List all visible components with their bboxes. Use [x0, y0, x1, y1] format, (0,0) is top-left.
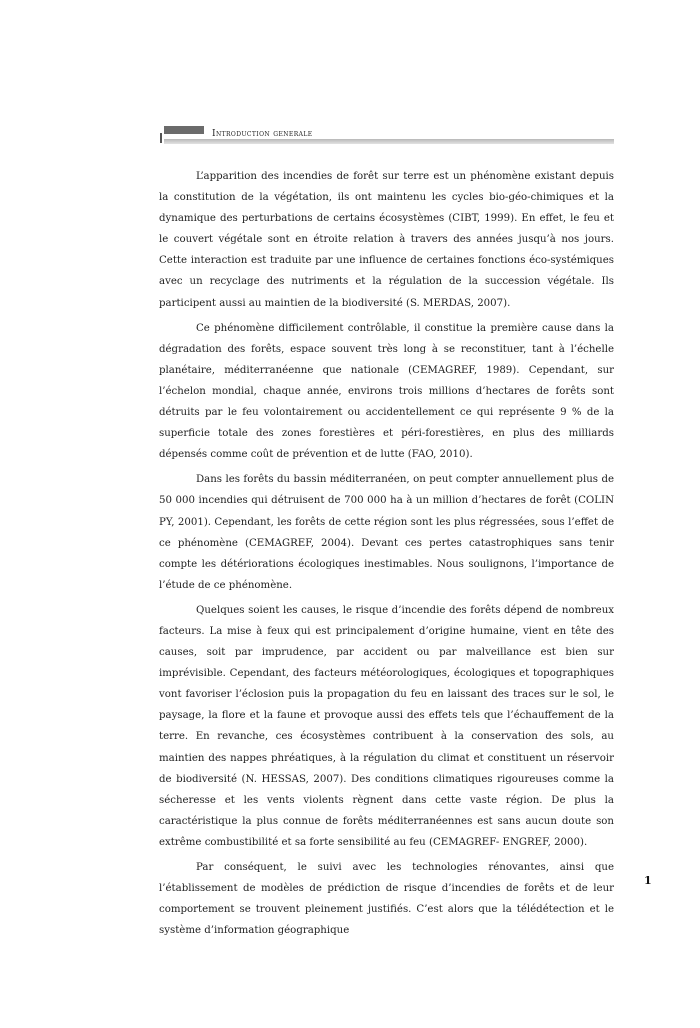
document-body: [159, 166, 614, 945]
paragraph-1: L’apparition des incendies de forêt sur terre est un phénomène existant depuis la constitution de la végétation, ils ont maintenu les cycles bio-géo-chimiques et la dynamique des perturbations de certains écosystèmes (CIBT, 1999). En effet, le feu et le couvert végétale sont en étroite relation à travers des années jusqu’à nos jours. Cette interaction est traduite par une influence de certaines fonctions éco-systémiques avec un recyclage des nutriments et la régulation de la succession végétale. Ils participent aussi au maintien de la biodiversité (S. MERDAS, 2007).: [159, 171, 614, 309]
header-underline: [164, 139, 614, 144]
page-number: 1: [644, 874, 652, 887]
header-tab-block: [164, 126, 204, 134]
header-tick-mark: [160, 133, 162, 143]
paragraph-2: Ce phénomène difficilement contrôlable, il constitue la première cause dans la dégradation des forêts, espace souvent très long à se reconstituer, tant à l’échelle planétaire, méditerranéenne que nationale (CEMAGREF, 1989). Cependant, sur l’échelon mondial, chaque année, environs trois millions d’hectares de forêts sont détruits par le feu volontairement ou accidentellement ce qui représente 9 % de la superficie totale des zones forestières et péri-forestières, en plus des milliards dépensés comme coût de prévention et de lutte (FAO, 2010).: [159, 322, 614, 461]
paragraph-3: Dans les forêts du bassin méditerranéen, on peut compter annuellement plus de 50 000 incendies qui détruisent de 700 000 ha à un million d’hectares de forêt (COLIN PY, 2001). Cependant, les forêts de cette région sont les plus régressées, sous l’effet de ce phénomène (CEMAGREF, 2004). Devant ces pertes catastrophiques sans tenir compte les détériorations écologiques inestimables. Nous soulignons, l’importance de l’étude de ce phénomène.: [159, 474, 614, 591]
paragraph-4: Quelques soient les causes, le risque d’incendie des forêts dépend de nombreux facteurs. La mise à feux qui est principalement d’origine humaine, vient en tête des causes, soit par imprudence, par accident ou par malveillance est bien sur imprévisible. Cependant, des facteurs météorologiques, écologiques et topographiques vont favoriser l’éclosion puis la propagation du feu en laissant des traces sur le sol, le paysage, la flore et la faune et provoque aussi des effets tels que l’échauffement de la terre. En revanche, ces écosystèmes contribuent à la conservation des sols, au maintien des nappes phréatiques, à la régulation du climat et constituent un réservoir de biodiversité (N. HESSAS, 2007). Des conditions climatiques rigoureuses comme la sécheresse et les vents violents règnent dans cette vaste région. De plus la caractéristique la plus connue de forêts méditerranéennes est sans aucun doute son extrême combustibilité et sa forte sensibilité au feu (CEMAGREF- ENGREF, 2000).: [159, 604, 614, 848]
paragraph-5: Par conséquent, le suivi avec les technologies rénovantes, ainsi que l’établissement de modèles de prédiction de risque d’incendies de forêts et de leur comportement se trouvent pleinement justifiés. C’est alors que la télédétection et le système d’information géographique: [159, 862, 614, 937]
section-title: Introduction generale: [212, 129, 313, 139]
